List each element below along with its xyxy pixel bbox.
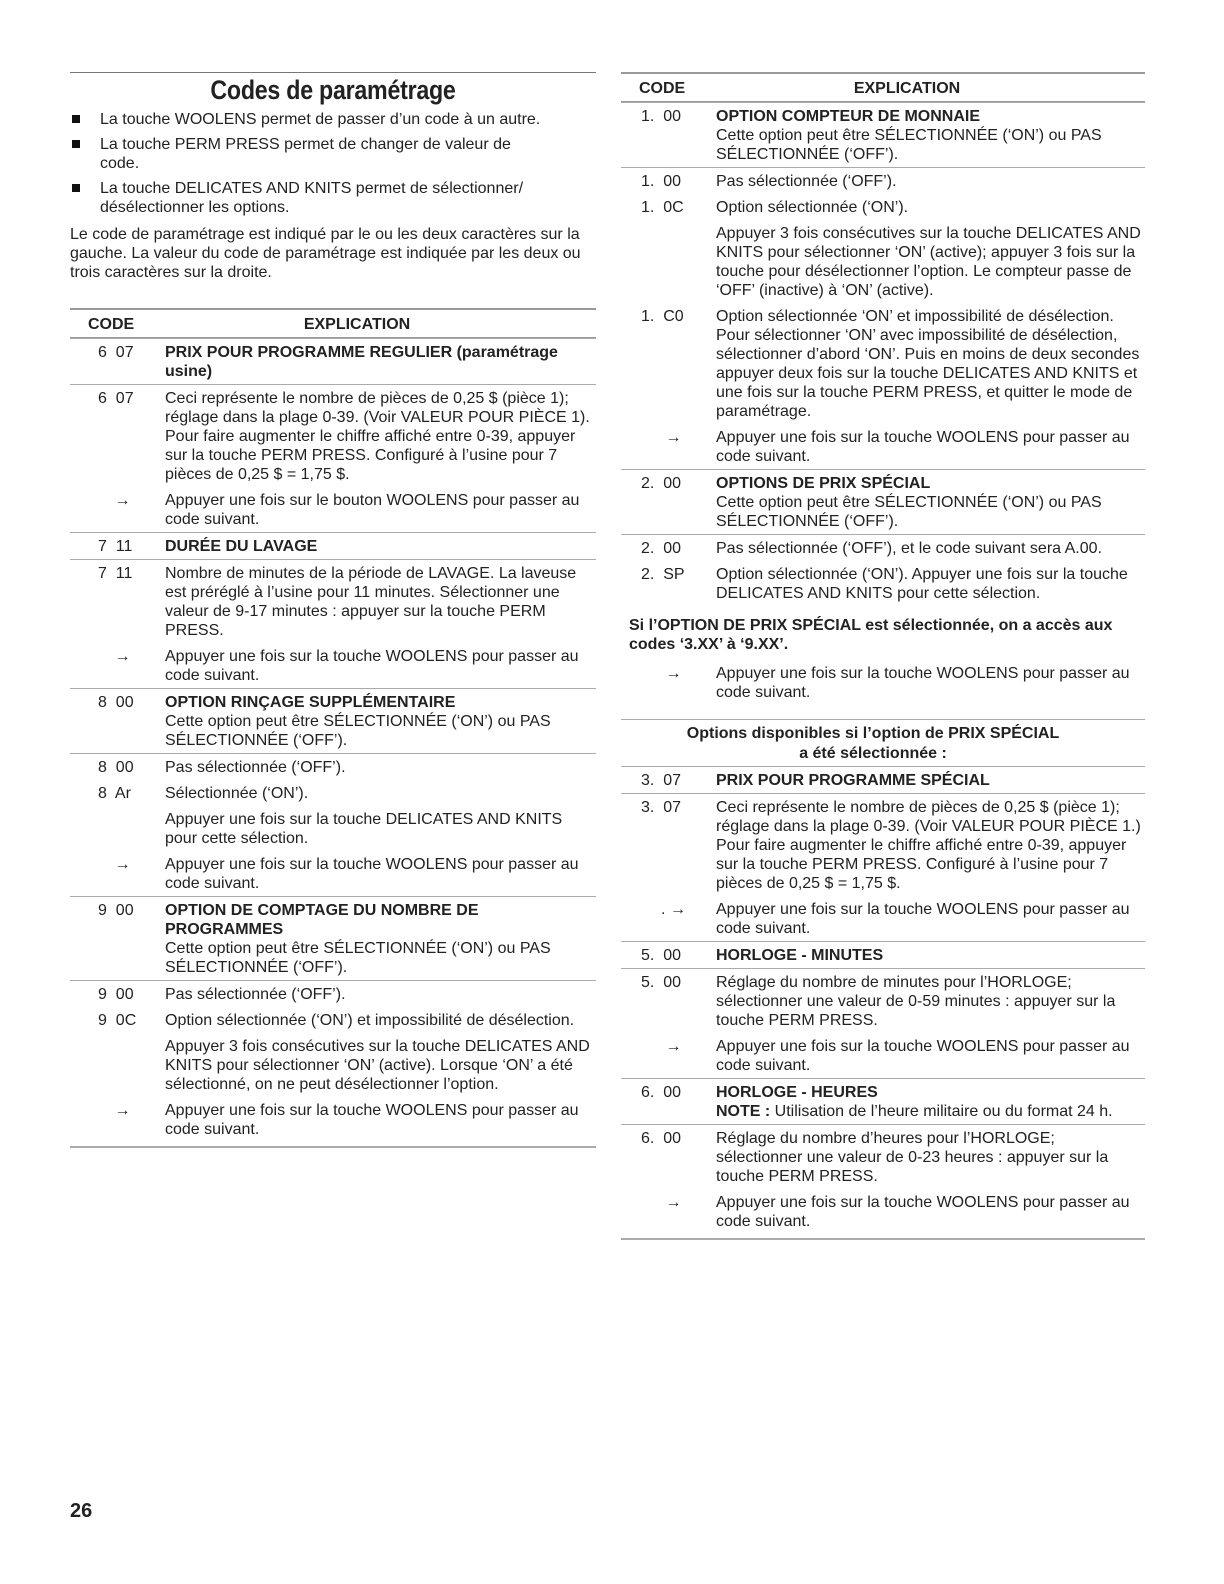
section-row — [621, 941, 1145, 969]
row-text — [716, 771, 1145, 790]
row-text — [716, 798, 1145, 893]
row-code: 6 07 — [98, 390, 134, 407]
row-text — [165, 647, 596, 685]
row-code: 1. 00 — [641, 173, 682, 190]
row-main-text: PRIX POUR PROGRAMME SPÉCIAL — [716, 772, 990, 789]
row-main-text: Appuyer une fois sur la touche WOOLENS pour passer au code suivant. — [165, 648, 579, 684]
row-main-text: Pas sélectionnée (‘OFF’). — [165, 986, 346, 1003]
row-text — [165, 1011, 596, 1030]
table-row — [70, 754, 596, 780]
row-code: 9 00 — [98, 986, 134, 1003]
row-main-text: Sélectionnée (‘ON’). — [165, 785, 309, 802]
note-text: Utilisation de l’heure militaire ou du format 24 h. — [770, 1103, 1113, 1120]
row-code: 7 11 — [98, 538, 133, 555]
section-row — [621, 1078, 1145, 1125]
row-main-text: Appuyer une fois sur la touche WOOLENS pour passer au code suivant. — [716, 1194, 1130, 1230]
right-column — [621, 72, 1145, 1240]
row-main-text: Réglage du nombre d’heures pour l’HORLOGE; sélectionner une valeur de 0-23 heures : appuyer sur la touche PERM PRESS. — [716, 1130, 1109, 1185]
arrow-icon: → — [114, 856, 131, 873]
table-row — [70, 385, 596, 487]
row-main-text: OPTION RINÇAGE SUPPLÉMENTAIRE — [165, 694, 456, 711]
row-code: 2. 00 — [641, 475, 682, 492]
row-text — [716, 107, 1145, 164]
row-code: 6. 00 — [641, 1084, 682, 1101]
special-price-note: Si l’OPTION DE PRIX SPÉCIAL est sélectionnée, on a accès aux codes ‘3.XX’ à ‘9.XX’. — [629, 617, 1113, 653]
row-main-text: Appuyer 3 fois consécutives sur la touche DELICATES AND KNITS pour sélectionner ‘ON’ (active). Lorsque ‘ON’ a été sélectionné, on ne peut désélectionner l’option. — [165, 1038, 590, 1093]
row-text — [716, 973, 1145, 1030]
table-row — [70, 1033, 596, 1097]
row-text — [716, 172, 1145, 191]
row-code: 6. 00 — [641, 1130, 682, 1147]
section-row — [621, 766, 1145, 794]
bullet-item: La touche DELICATES AND KNITS permet de sélectionner/ désélectionner les options. — [70, 179, 596, 217]
row-text — [165, 564, 596, 640]
section-row — [621, 469, 1145, 535]
options-heading: Options disponibles si l’option de PRIX SPÉCIAL a été sélectionnée : — [621, 719, 1145, 764]
row-text — [716, 307, 1145, 421]
row-code — [621, 224, 716, 300]
code-column-header: CODE — [88, 316, 135, 333]
row-main-text: Pas sélectionnée (‘OFF’). — [716, 173, 897, 190]
row-main-text: Appuyer une fois sur la touche WOOLENS pour passer au code suivant. — [716, 429, 1130, 465]
table-row: → Appuyer une fois sur la touche WOOLENS pour passer au code suivant. — [621, 660, 1145, 705]
table-row — [70, 643, 596, 688]
row-text — [165, 855, 596, 893]
row-code: 2. SP — [641, 566, 685, 583]
section-row — [70, 532, 596, 560]
row-main-text: Ceci représente le nombre de pièces de 0,25 $ (pièce 1); réglage dans la plage 0-39. (Voir VALEUR POUR PIÈCE 1.) Pour faire augmenter le chiffre affiché entre 0-39, appuyer sur la touche PERM PRESS. Configuré à l’usine pour 7 pièces de 0,25 $ = 1,75 $. — [716, 799, 1141, 892]
table-bottom-rule — [70, 1146, 596, 1148]
explication-column-header: EXPLICATION — [853, 80, 961, 97]
section-row — [70, 338, 596, 385]
row-code: 2. 00 — [641, 540, 682, 557]
row-main-text: Option sélectionnée (‘ON’). — [716, 199, 909, 216]
arrow-icon: → — [114, 648, 131, 665]
table-row — [70, 487, 596, 532]
row-main-text: Option sélectionnée (‘ON’) et impossibilité de désélection. — [165, 1012, 575, 1029]
row-code: 8 00 — [98, 694, 134, 711]
row-note — [716, 1102, 1145, 1121]
page-number: 26 — [70, 1500, 93, 1522]
row-main-text: HORLOGE - HEURES — [716, 1084, 878, 1101]
code-column-header: CODE — [639, 80, 686, 97]
arrow-icon: → — [114, 1102, 131, 1119]
row-text — [165, 758, 596, 777]
row-text — [165, 810, 596, 848]
table-row — [621, 1125, 1145, 1189]
table-row — [621, 168, 1145, 194]
row-main-text: Pas sélectionnée (‘OFF’), et le code suivant sera A.00. — [716, 540, 1102, 557]
row-text — [165, 784, 596, 803]
row-code: 3. 07 — [641, 799, 682, 816]
row-code: 3. 07 — [641, 772, 682, 789]
bullet-item: La touche PERM PRESS permet de changer de valeur de code. — [70, 135, 596, 173]
row-text — [716, 539, 1145, 558]
row-code: 1. 0C — [641, 199, 684, 216]
left-table-body — [70, 338, 596, 1142]
intro-paragraph: Le code de paramétrage est indiqué par le ou les deux caractères sur la gauche. La valeur du code de paramétrage est indiquée par les deux ou trois caractères sur la droite. — [70, 226, 581, 281]
row-code — [70, 810, 165, 848]
bullet-item: La touche WOOLENS permet de passer d’un code à un autre. — [70, 110, 596, 129]
row-main-text: Option sélectionnée (‘ON’). Appuyer une fois sur la touche DELICATES AND KNITS pour cette sélection. — [716, 566, 1128, 602]
row-text — [165, 693, 596, 750]
row-text — [165, 537, 596, 556]
arrow-icon: → — [665, 665, 682, 682]
table-header — [621, 72, 1145, 102]
row-text — [716, 946, 1145, 965]
row-main-text: Appuyer une fois sur la touche WOOLENS pour passer au code suivant. — [165, 1102, 579, 1138]
row-code: 1. 00 — [641, 108, 682, 125]
table-row — [621, 303, 1145, 424]
square-bullet-icon — [72, 184, 80, 192]
arrow-icon: → — [665, 429, 682, 446]
row-text — [716, 1083, 1145, 1121]
section-row — [621, 102, 1145, 168]
row-text — [716, 428, 1145, 466]
row-text — [165, 1101, 596, 1139]
table-row — [70, 981, 596, 1007]
table-row — [621, 1189, 1145, 1234]
row-main-text: Appuyer 3 fois consécutives sur la touche DELICATES AND KNITS pour sélectionner ‘ON’ (active); appuyer 3 fois sur la touche pour désélectionner l’option. Le compteur passe de ‘OFF’ (inactive) à ‘ON’ (active). — [716, 225, 1141, 299]
row-text — [165, 389, 596, 484]
row-code — [70, 1037, 165, 1094]
row-text — [716, 900, 1145, 938]
row-main-text: Appuyer une fois sur la touche DELICATES AND KNITS pour cette sélection. — [165, 811, 563, 847]
row-code: 9 00 — [98, 902, 134, 919]
row-sub-text: Cette option peut être SÉLECTIONNÉE (‘ON’) ou PAS SÉLECTIONNÉE (‘OFF’). — [716, 127, 1102, 163]
row-text — [165, 901, 596, 977]
table-row — [70, 560, 596, 643]
top-rule — [70, 72, 596, 73]
table-row — [621, 194, 1145, 220]
row-text — [716, 1129, 1145, 1186]
table-row — [70, 1097, 596, 1142]
row-code: 8 00 — [98, 759, 134, 776]
table-row — [621, 535, 1145, 561]
page-title: Codes de paramétrage — [210, 75, 456, 105]
right-table-body-b — [621, 766, 1145, 1234]
section-row — [70, 896, 596, 981]
row-sub-text: Cette option peut être SÉLECTIONNÉE (‘ON’) ou PAS SÉLECTIONNÉE (‘OFF’). — [165, 713, 551, 749]
row-sub-text: Cette option peut être SÉLECTIONNÉE (‘ON’) ou PAS SÉLECTIONNÉE (‘OFF’). — [716, 494, 1102, 530]
row-text — [716, 1037, 1145, 1075]
table-row — [621, 220, 1145, 303]
row-main-text: Option sélectionnée ‘ON’ et impossibilité de désélection. Pour sélectionner ‘ON’ avec impossibilité de désélection, sélectionner d’abord ‘ON’. Puis en moins de deux secondes appuyer deux fois sur la touche DELICATES AND KNITS et une fois sur la touche PERM PRESS, et quitter le mode de paramétrage. — [716, 308, 1140, 420]
table-bottom-rule — [621, 1238, 1145, 1240]
row-main-text: Nombre de minutes de la période de LAVAGE. La laveuse est préréglé à l’usine pour 11 minutes. Sélectionner une valeur de 9-17 minutes : appuyer sur la touche PERM PRESS. — [165, 565, 577, 639]
row-sub-text: Cette option peut être SÉLECTIONNÉE (‘ON’) ou PAS SÉLECTIONNÉE (‘OFF’). — [165, 940, 551, 976]
row-main-text: Appuyer une fois sur le bouton WOOLENS pour passer au code suivant. — [165, 492, 580, 528]
row-text — [716, 474, 1145, 531]
bullet-list — [70, 110, 596, 217]
row-main-text: Ceci représente le nombre de pièces de 0,25 $ (pièce 1); réglage dans la plage 0-39. (Voir VALEUR POUR PIÈCE 1). Pour faire augmenter le chiffre affiché entre 0-39, appuyer sur la touche PERM PRESS. Configuré à l’usine pour 7 pièces de 0,25 $ = 1,75 $. — [165, 390, 590, 483]
table-row — [70, 806, 596, 851]
row-main-text: Réglage du nombre de minutes pour l’HORLOGE; sélectionner une valeur de 0-59 minutes : appuyer sur la touche PERM PRESS. — [716, 974, 1116, 1029]
row-text — [165, 343, 596, 381]
table-row — [70, 851, 596, 896]
explication-column-header: EXPLICATION — [303, 316, 411, 333]
table-row — [621, 896, 1145, 941]
row-text — [716, 198, 1145, 217]
section-row — [70, 688, 596, 754]
row-main-text: Pas sélectionnée (‘OFF’). — [165, 759, 346, 776]
row-main-text: OPTION DE COMPTAGE DU NOMBRE DE PROGRAMMES — [165, 902, 479, 938]
row-code: 5. 00 — [641, 974, 682, 991]
table-row — [621, 561, 1145, 606]
table-row — [621, 424, 1145, 469]
row-main-text: PRIX POUR PROGRAMME REGULIER (paramétrage usine) — [165, 344, 558, 380]
row-code: 1. C0 — [641, 308, 684, 325]
row-code: 8 Ar — [98, 785, 131, 802]
right-table-body-a — [621, 102, 1145, 606]
row-main-text: Appuyer une fois sur la touche WOOLENS pour passer au code suivant. — [165, 856, 579, 892]
left-column — [70, 72, 596, 1148]
row-code: 5. 00 — [641, 947, 682, 964]
table-row — [621, 1033, 1145, 1078]
row-text — [716, 224, 1145, 300]
row-text — [716, 565, 1145, 603]
row-main-text: OPTION COMPTEUR DE MONNAIE — [716, 108, 981, 125]
row-main-text: OPTIONS DE PRIX SPÉCIAL — [716, 475, 931, 492]
square-bullet-icon — [72, 115, 80, 123]
table-row — [621, 969, 1145, 1033]
row-code: 9 0C — [98, 1012, 137, 1029]
row-text — [716, 1193, 1145, 1231]
arrow-icon: . → — [661, 901, 686, 918]
row-text — [165, 491, 596, 529]
table-row — [70, 780, 596, 806]
row-main-text: Appuyer une fois sur la touche WOOLENS pour passer au code suivant. — [716, 901, 1130, 937]
row-main-text: DURÉE DU LAVAGE — [165, 538, 318, 555]
row-code: 7 11 — [98, 565, 133, 582]
row-text — [165, 985, 596, 1004]
arrow-icon: → — [114, 492, 131, 509]
table-header — [70, 308, 596, 338]
note-label: NOTE : — [716, 1103, 771, 1120]
square-bullet-icon — [72, 140, 80, 148]
row-text — [165, 1037, 596, 1094]
row-main-text: HORLOGE - MINUTES — [716, 947, 884, 964]
arrow-icon: → — [665, 1038, 682, 1055]
arrow-icon: → — [665, 1194, 682, 1211]
row-code: 6 07 — [98, 344, 134, 361]
row-main-text: Appuyer une fois sur la touche WOOLENS pour passer au code suivant. — [716, 1038, 1130, 1074]
table-row — [70, 1007, 596, 1033]
table-row — [621, 794, 1145, 896]
